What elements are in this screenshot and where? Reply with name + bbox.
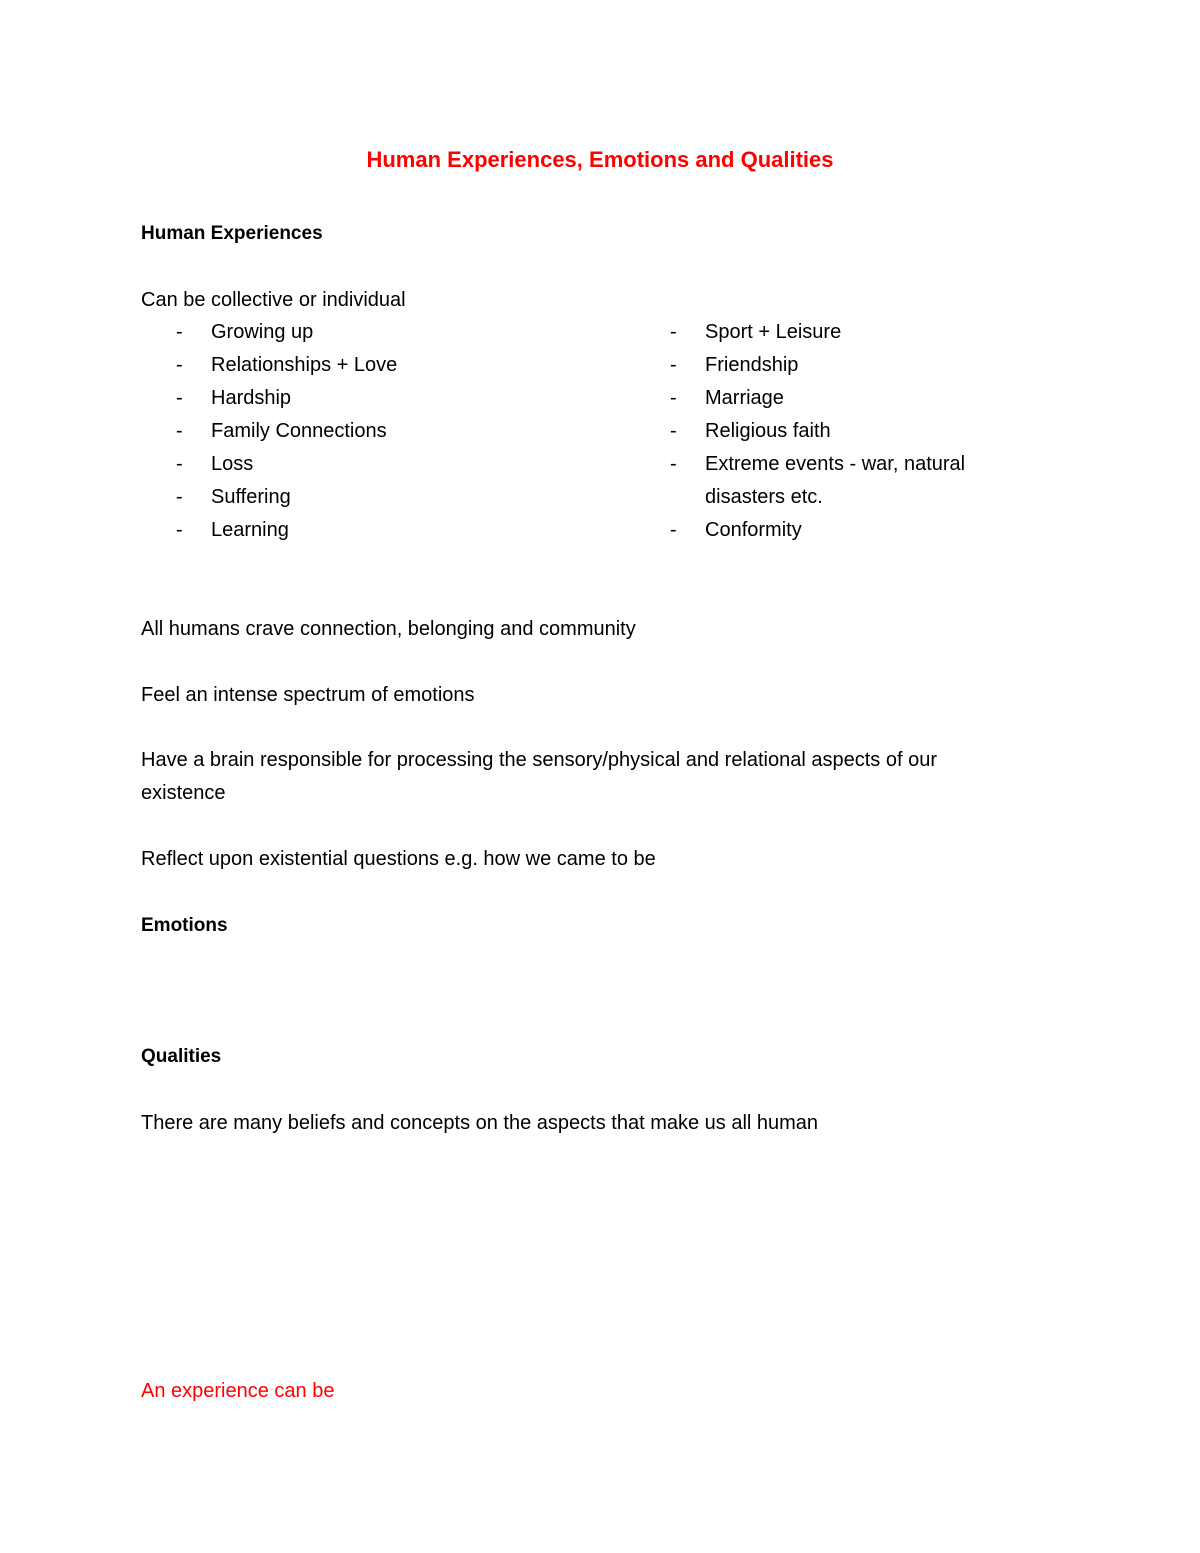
intro-paragraph: Can be collective or individual [141, 289, 406, 311]
list-item-label: Loss [211, 453, 254, 475]
bullet-dash: - [670, 453, 677, 475]
list-item [176, 316, 596, 349]
list-item [176, 349, 596, 382]
footer-note: An experience can be [141, 1380, 335, 1402]
list-item [176, 382, 596, 415]
list-item [176, 448, 596, 481]
list-item-label: Conformity [705, 519, 802, 541]
heading-qualities: Qualities [141, 1046, 222, 1067]
paragraph-brain: Have a brain responsible for processing the sensory/physical and relational aspects of our existence [141, 749, 937, 804]
list-item-label: Extreme events - war, natural disasters etc. [705, 453, 966, 508]
bullet-dash: - [670, 387, 677, 409]
document-title: Human Experiences, Emotions and Qualities [366, 147, 834, 172]
list-item [176, 514, 596, 547]
experiences-list-right [670, 316, 1000, 547]
list-item-label: Growing up [211, 321, 314, 343]
bullet-dash: - [176, 321, 183, 343]
bullet-dash: - [176, 387, 183, 409]
list-item-label: Learning [211, 519, 289, 541]
list-item [670, 448, 1000, 514]
bullet-dash: - [670, 420, 677, 442]
list-item [670, 349, 1000, 382]
experiences-list-left [176, 316, 596, 547]
paragraph-existential: Reflect upon existential questions e.g. how we came to be [141, 848, 656, 870]
bullet-dash: - [176, 519, 183, 541]
bullet-dash: - [176, 354, 183, 376]
list-item [670, 514, 1000, 547]
list-item-label: Family Connections [211, 420, 387, 442]
list-item [670, 415, 1000, 448]
bullet-dash: - [176, 486, 183, 508]
paragraph-emotions-spectrum: Feel an intense spectrum of emotions [141, 684, 475, 706]
list-item-label: Religious faith [705, 420, 831, 442]
list-item-label: Relationships + Love [211, 354, 398, 376]
paragraph-qualities: There are many beliefs and concepts on the aspects that make us all human [141, 1112, 819, 1134]
bullet-dash: - [670, 321, 677, 343]
list-item [670, 382, 1000, 415]
list-item-label: Suffering [211, 486, 291, 508]
list-item-label: Marriage [705, 387, 784, 409]
list-item-label: Hardship [211, 387, 292, 409]
heading-human-experiences: Human Experiences [141, 223, 323, 244]
list-item [670, 316, 1000, 349]
list-item-label: Friendship [705, 354, 799, 376]
list-item [176, 415, 596, 448]
bullet-dash: - [176, 420, 183, 442]
bullet-dash: - [670, 519, 677, 541]
heading-emotions: Emotions [141, 915, 228, 936]
bullet-dash: - [670, 354, 677, 376]
list-item [176, 481, 596, 514]
paragraph-connection: All humans crave connection, belonging and community [141, 618, 636, 640]
list-item-label: Sport + Leisure [705, 321, 842, 343]
bullet-dash: - [176, 453, 183, 475]
